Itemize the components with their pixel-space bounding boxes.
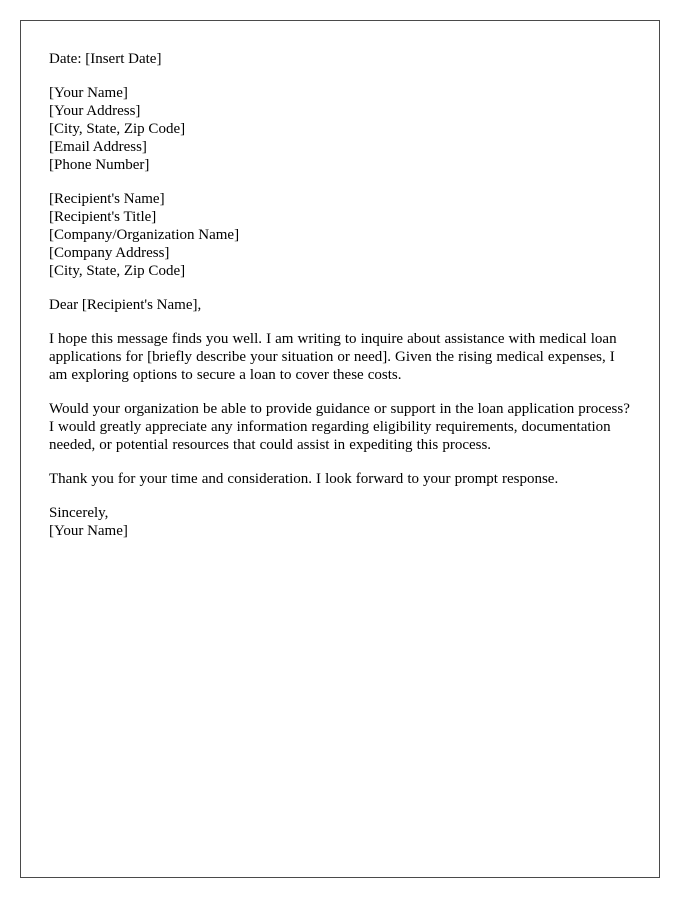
body-paragraph-3: Thank you for your time and consideration. I look forward to your prompt response. — [49, 471, 559, 487]
body-paragraph-2: Would your organization be able to provide guidance or support in the loan application process? I would greatly appreciate any information regarding eligibility requirements, documentation needed, or potential resources that could assist in expediting this process. — [49, 401, 630, 453]
sender-email: [Email Address] — [49, 139, 147, 155]
sender-city-state-zip: [City, State, Zip Code] — [49, 121, 186, 137]
spacer — [49, 280, 634, 296]
sender-address-block — [49, 84, 634, 174]
spacer — [49, 384, 634, 400]
letter-content — [49, 50, 634, 540]
body-paragraph-1: I hope this message finds you well. I am writing to inquire about assistance with medical loan applications for [briefly describe your situation or need]. Given the rising medical expenses, I am exploring options to secure a loan to cover these costs. — [49, 331, 617, 383]
recipient-title: [Recipient's Title] — [49, 209, 157, 225]
spacer — [49, 454, 634, 470]
sender-phone: [Phone Number] — [49, 157, 150, 173]
spacer — [49, 488, 634, 504]
letter-page — [20, 20, 660, 878]
recipient-name: [Recipient's Name] — [49, 191, 165, 207]
closing: Sincerely, — [49, 505, 109, 521]
spacer — [49, 174, 634, 190]
spacer — [49, 68, 634, 84]
date-line: Date: [Insert Date] — [49, 51, 162, 67]
recipient-city-state-zip: [City, State, Zip Code] — [49, 263, 186, 279]
sender-address: [Your Address] — [49, 103, 141, 119]
sender-name: [Your Name] — [49, 85, 128, 101]
recipient-address-block — [49, 190, 634, 280]
recipient-company-address: [Company Address] — [49, 245, 170, 261]
recipient-company: [Company/Organization Name] — [49, 227, 240, 243]
salutation: Dear [Recipient's Name], — [49, 297, 202, 313]
spacer — [49, 314, 634, 330]
signature-name: [Your Name] — [49, 523, 128, 539]
